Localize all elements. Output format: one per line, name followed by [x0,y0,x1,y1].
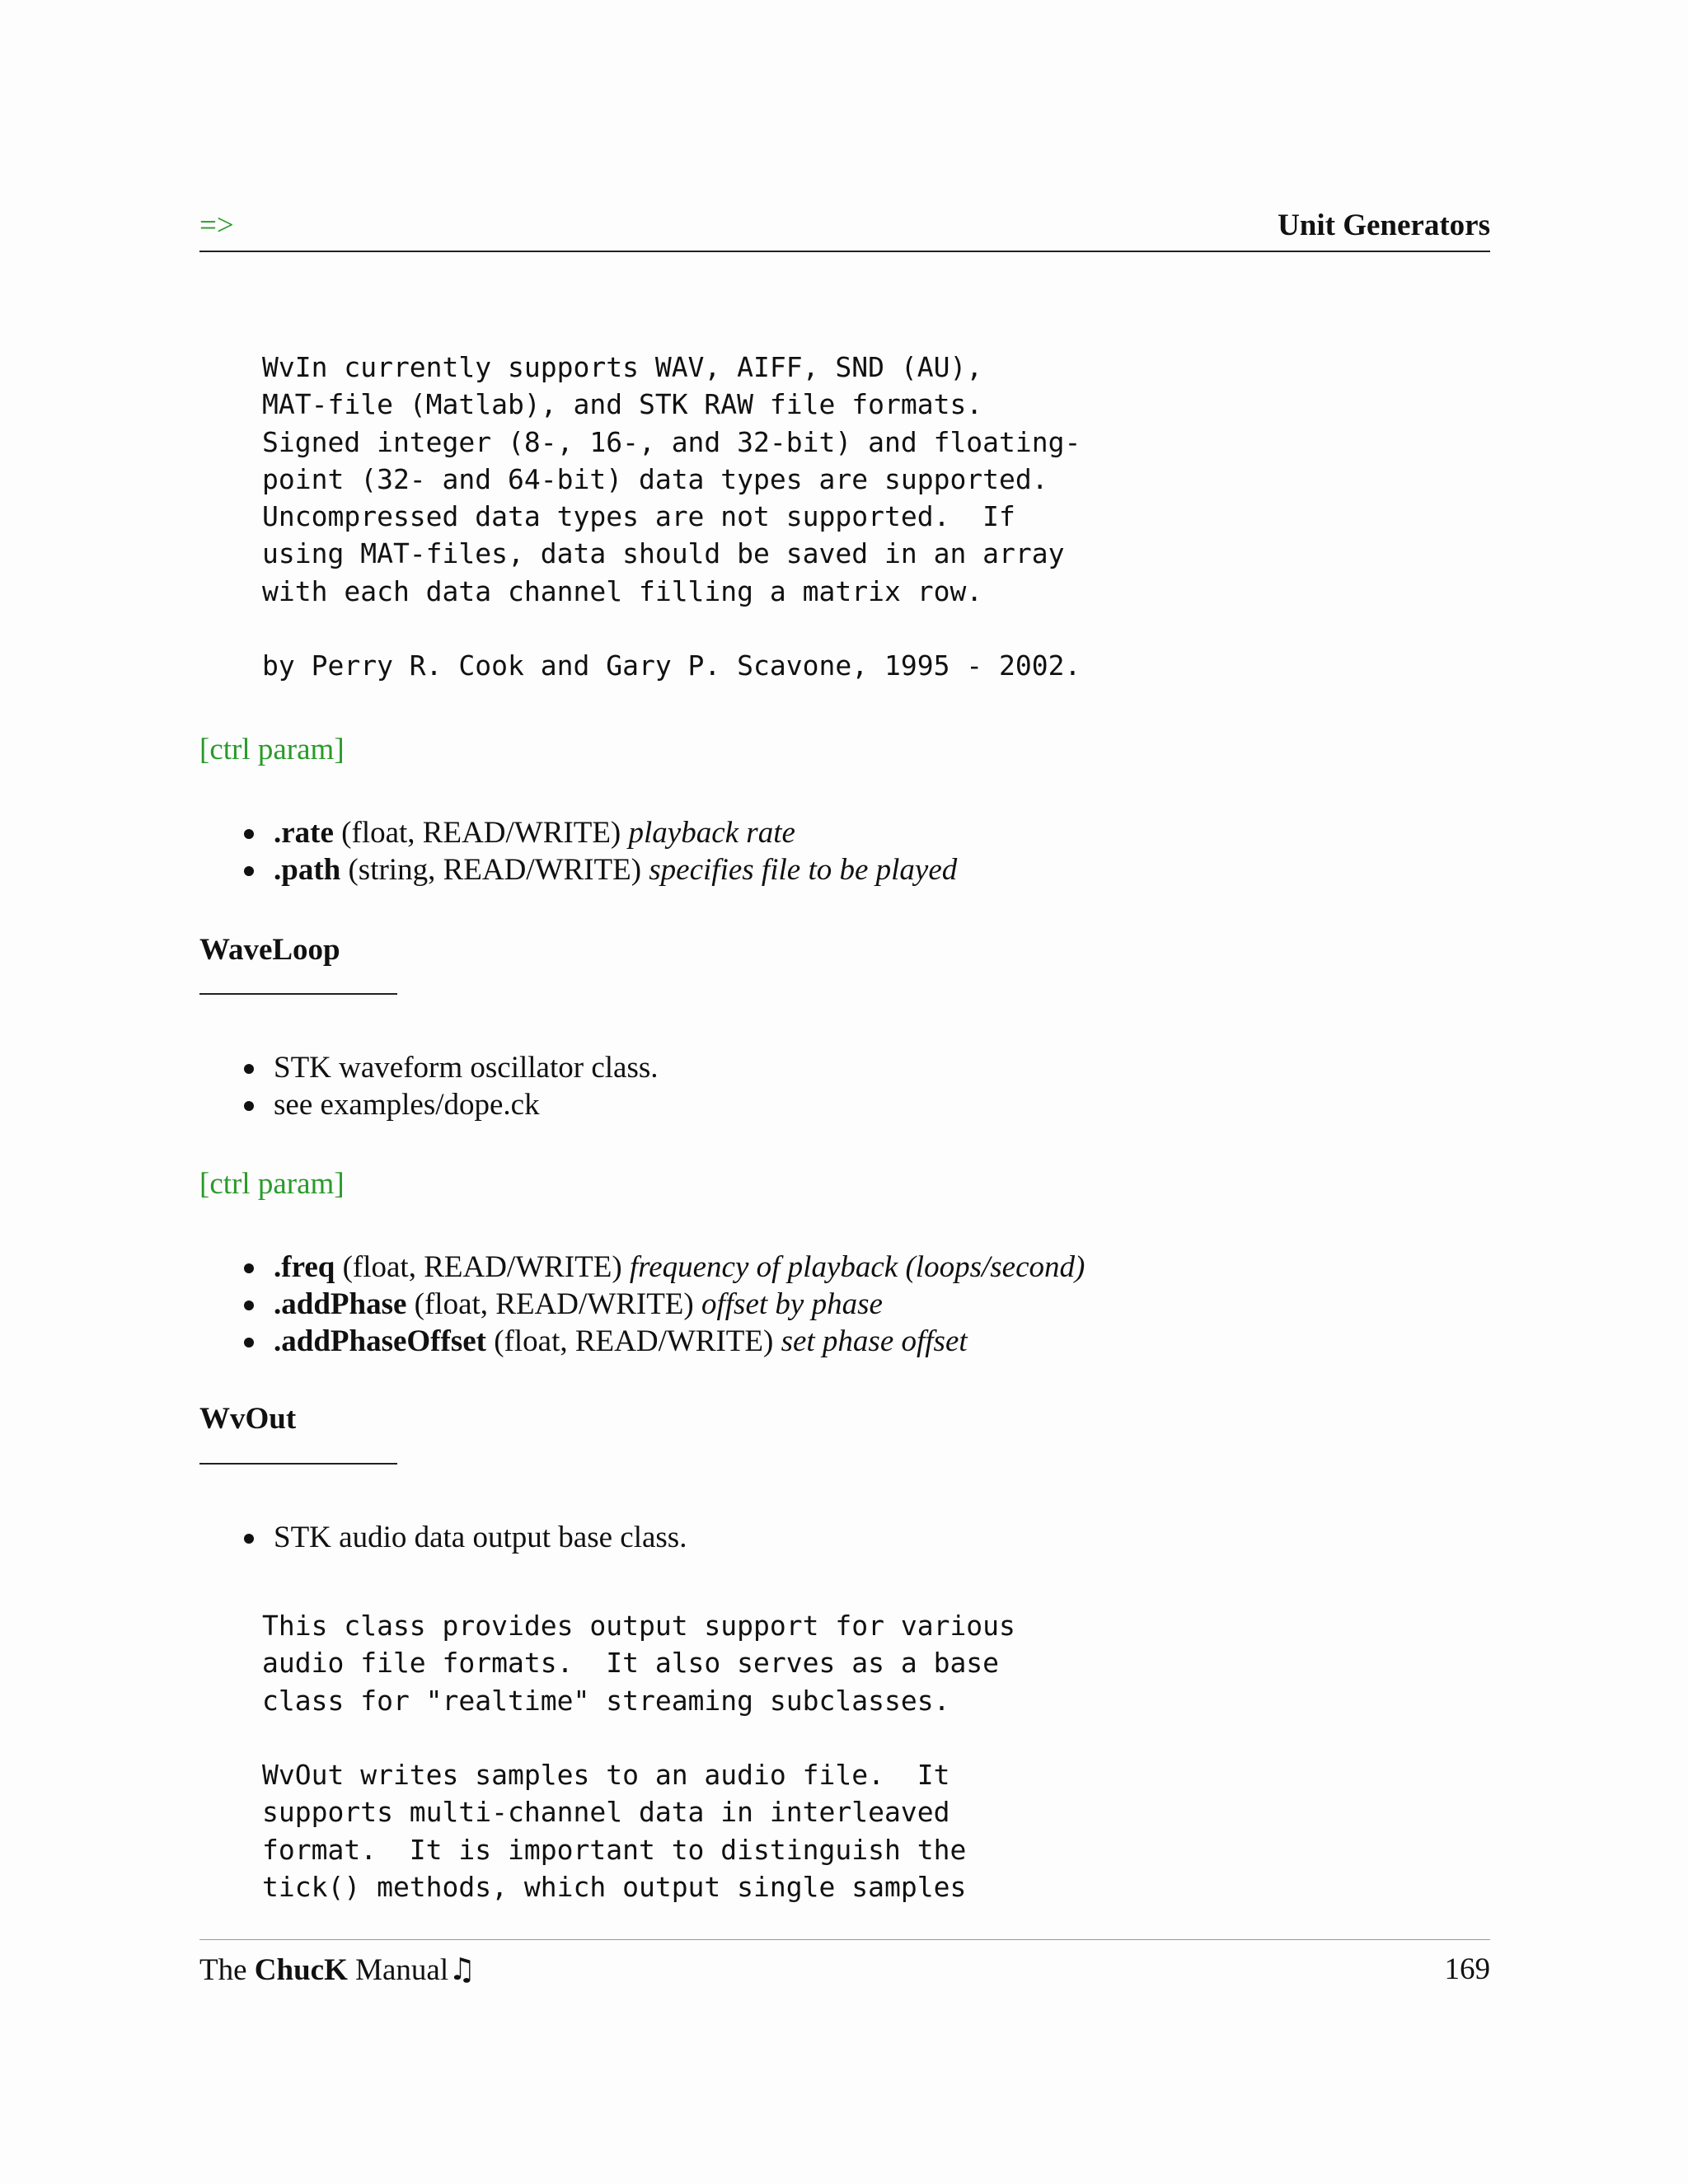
bullet-icon [244,1301,254,1310]
bullet-icon [244,1101,254,1111]
list-item [241,1519,687,1556]
waveloop-ctrl-param-label: [ctrl param] [199,1167,345,1201]
param-desc: playback rate [628,816,795,850]
param-item-path [241,851,957,888]
bullet-text: STK audio data output base class. [274,1521,687,1554]
wvin-description: WvIn currently supports WAV, AIFF, SND (AU), MAT-file (Matlab), and STK RAW file formats. Signed integer (8-, 16-, and 32-bit) and floating- point (32- and 64-bit) data types are supported. Uncompressed data types are not supported. If using MAT-files, data should be saved in an array with each data channel filling a matrix row. [262,351,1081,607]
header-chapter-title: Unit Generators [1278,209,1490,242]
page-header [199,208,1490,252]
music-note-icon: ♫ [448,1952,476,1987]
waveloop-bullet-list [241,1049,659,1123]
param-name: .rate [274,816,334,850]
footer-manual: Manual [355,1953,449,1987]
bullet-icon [244,1534,254,1544]
bullet-icon [244,1064,254,1074]
param-item-addphaseoffset [241,1323,1085,1360]
bullet-text: see examples/dope.ck [274,1088,540,1122]
section-title-waveloop: WaveLoop [199,933,340,967]
param-type: (string, READ/WRITE) [348,853,642,887]
bullet-icon [244,1338,254,1347]
wvin-param-list [241,814,957,888]
param-type: (float, READ/WRITE) [494,1324,774,1358]
param-name: .addPhaseOffset [274,1324,486,1358]
param-name: .freq [274,1250,335,1284]
header-arrow-link[interactable]: => [199,209,234,242]
list-item [241,1049,659,1086]
param-desc: offset by phase [701,1287,883,1321]
page-number: 169 [1444,1952,1490,1986]
param-name: .path [274,853,341,887]
bullet-icon [244,866,254,876]
wvin-credit: by Perry R. Cook and Gary P. Scavone, 1995 - 2002. [262,649,1081,682]
footer-rule [199,1939,1490,1940]
param-item-addphase [241,1286,1085,1323]
wvout-description-2: WvOut writes samples to an audio file. It supports multi-channel data in interleaved format. It is important to distinguish the tick() methods, which output single samples [262,1759,967,1903]
bullet-text: STK waveform oscillator class. [274,1051,659,1085]
section-title-wvout: WvOut [199,1402,297,1436]
waveloop-param-list [241,1249,1085,1360]
param-name: .addPhase [274,1287,407,1321]
param-desc: specifies file to be played [649,853,958,887]
section-rule [199,993,397,995]
wvout-bullet-list [241,1519,687,1556]
wvout-description-1: This class provides output support for various audio file formats. It also serves as a base class for "realtime" streaming subclasses. [262,1610,1015,1717]
param-item-freq [241,1249,1085,1286]
param-desc: frequency of playback (loops/second) [629,1250,1085,1284]
section-rule [199,1463,397,1465]
bullet-icon [244,829,254,839]
param-item-rate [241,814,957,851]
param-type: (float, READ/WRITE) [341,816,621,850]
bullet-icon [244,1263,254,1273]
list-item [241,1086,659,1123]
footer-chuck: ChucK [254,1953,348,1987]
param-type: (float, READ/WRITE) [342,1250,622,1284]
footer-manual-title [199,1952,476,1988]
footer-the: The [199,1953,247,1987]
param-type: (float, READ/WRITE) [414,1287,694,1321]
param-desc: set phase offset [781,1324,968,1358]
wvin-ctrl-param-label: [ctrl param] [199,733,345,766]
